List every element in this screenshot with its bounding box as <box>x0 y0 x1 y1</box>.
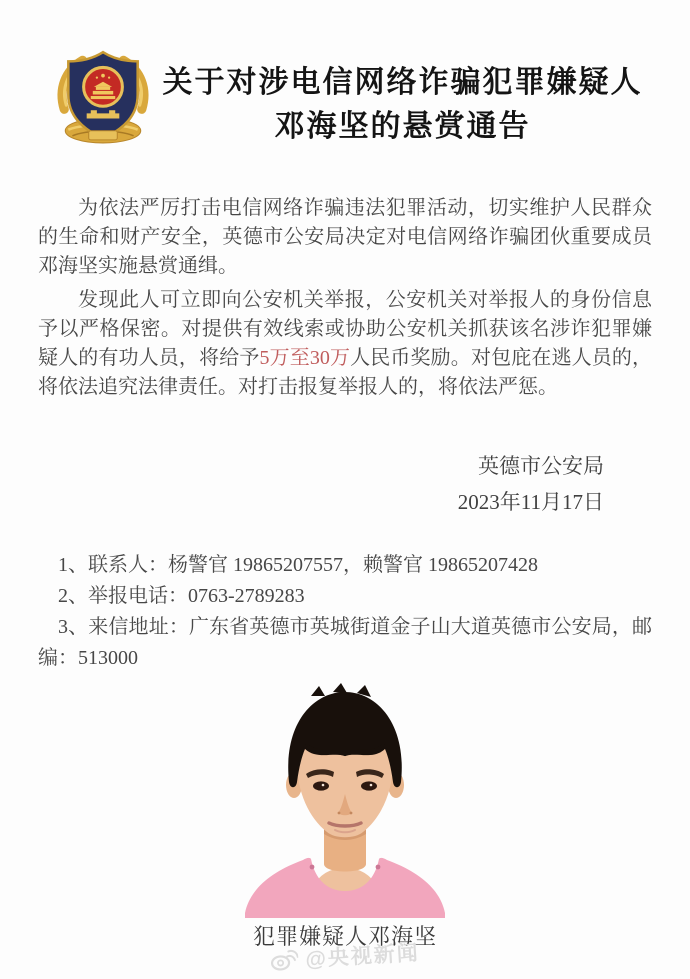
contact-item-address: 3、来信地址：广东省英德市英城街道金子山大道英德市公安局，邮编：513000 <box>38 616 652 669</box>
paragraph-reward <box>38 286 652 402</box>
police-badge-icon <box>52 44 154 146</box>
title-line-2: 邓海坚的悬赏通告 <box>274 110 531 143</box>
suspect-photo <box>245 682 445 918</box>
issue-date: 2023年11月17日 <box>457 490 604 514</box>
reward-amount: 5万至30万 <box>259 347 351 369</box>
signature-block <box>38 448 652 520</box>
title-line-1: 关于对涉电信网络诈骗犯罪嫌疑人 <box>162 66 643 99</box>
contact-list <box>38 550 652 674</box>
paragraph-intro: 为依法严厉打击电信网络诈骗违法犯罪活动，切实维护人民群众的生命和财产安全，英德市公安局决定对电信网络诈骗团伙重要成员邓海坚实施悬赏通缉。 <box>38 197 652 277</box>
suspect-photo-figure <box>38 682 652 951</box>
notice-header <box>0 0 690 149</box>
notice-body <box>38 194 652 951</box>
photo-caption: 犯罪嫌疑人邓海坚 <box>252 924 437 949</box>
contact-item-hotline: 2、举报电话：0763-2789283 <box>58 585 305 607</box>
reward-text-pre: 发现此人可立即向公安机关举报，公安机关对举报人的身份信息予以严格保密。对提供有效线索或协助公安机关抓获该名涉诈犯罪嫌疑人的有功人员，将给予 <box>38 289 652 369</box>
notice-title <box>145 45 660 149</box>
weibo-icon <box>270 948 299 972</box>
reward-text-post: 人民币奖励。对包庇在逃人员的，将依法追究法律责任。对打击报复举报人的，将依法严惩。 <box>38 347 653 398</box>
issuing-agency: 英德市公安局 <box>478 454 604 478</box>
contact-item-persons: 1、联系人：杨警官 19865207557，赖警官 19865207428 <box>58 554 538 576</box>
watermark-text: @央视新闻 <box>304 941 421 972</box>
